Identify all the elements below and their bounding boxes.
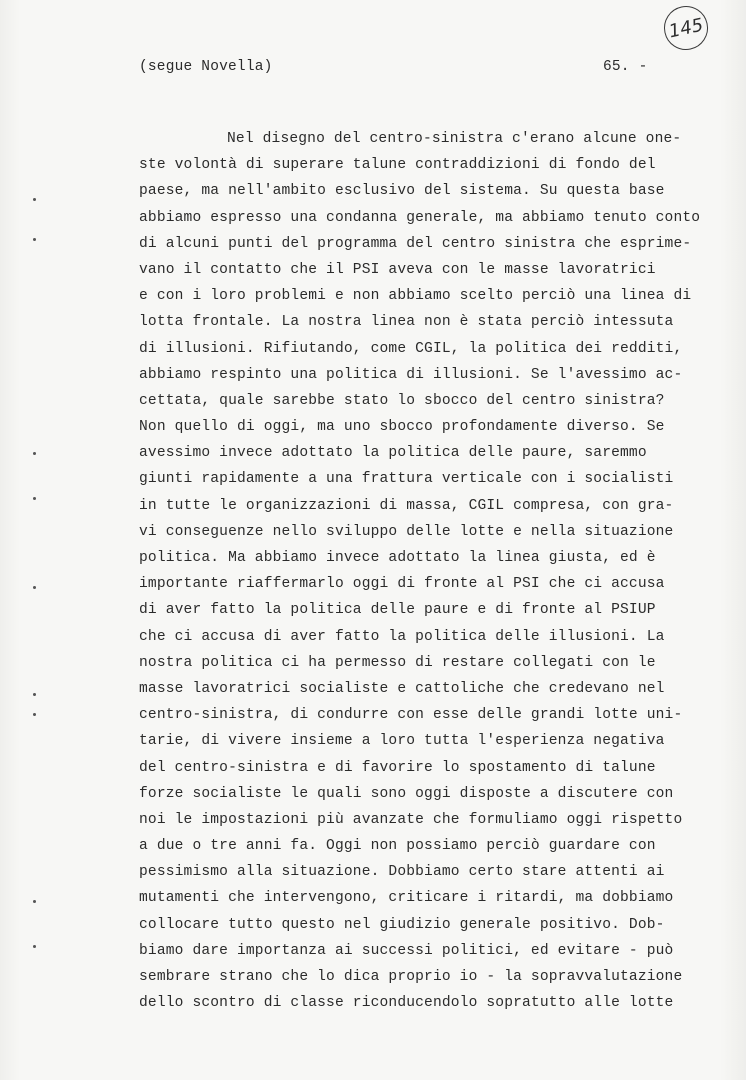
text-line: biamo dare importanza ai successi politici, ed evitare - può [139, 942, 674, 959]
typewritten-body [139, 126, 719, 1016]
text-line: lotta frontale. La nostra linea non è stata perciò intessuta [139, 314, 674, 331]
text-line: abbiamo espresso una condanna generale, ma abbiamo tenuto conto [139, 209, 701, 226]
text-line: a due o tre anni fa. Oggi non possiamo perciò guardare con [139, 838, 656, 855]
text-line: politica. Ma abbiamo invece adottato la linea giusta, ed è [139, 550, 656, 566]
text-line: noi le impostazioni più avanzate che formuliamo oggi rispetto [139, 811, 683, 828]
text-line: cettata, quale sarebbe stato lo sbocco del centro sinistra? [139, 392, 665, 409]
text-line: masse lavoratrici socialiste e cattoliche che credevano nel [139, 680, 665, 697]
text-line: forze socialiste le quali sono oggi disposte a discutere con [139, 785, 674, 802]
text-line: mutamenti che intervengono, criticare i ritardi, ma dobbiamo [139, 890, 674, 907]
text-line: di alcuni punti del programma del centro sinistra che esprime- [139, 235, 692, 252]
text-line: Nel disegno del centro-sinistra c'erano alcune one- [227, 131, 682, 147]
stamp-number: 145 [667, 14, 705, 42]
margin-speck [33, 452, 36, 455]
text-line: ste volontà di superare talune contraddizioni di fondo del [139, 157, 656, 174]
text-line: tarie, di vivere insieme a loro tutta l'esperienza negativa [139, 733, 665, 750]
text-line: di aver fatto la politica delle paure e di fronte al PSIUP [139, 602, 656, 619]
text-line: che ci accusa di aver fatto la politica delle illusioni. La [139, 628, 665, 645]
text-line: vi conseguenze nello sviluppo delle lotte e nella situazione [139, 523, 674, 540]
margin-speck [33, 713, 36, 716]
text-line: Non quello di oggi, ma uno sbocco profondamente diverso. Se [139, 419, 665, 436]
text-line: abbiamo respinto una politica di illusioni. Se l'avessimo ac- [139, 366, 683, 383]
speaker-header: (segue Novella) [139, 59, 273, 75]
text-line: pessimismo alla situazione. Dobbiamo certo stare attenti ai [139, 864, 665, 881]
text-line: e con i loro problemi e non abbiamo scelto perciò una linea di [139, 288, 692, 305]
margin-speck [33, 586, 36, 589]
text-line: giunti rapidamente a una frattura verticale con i socialisti [139, 471, 674, 488]
text-line: del centro-sinistra e di favorire lo spostamento di talune [139, 759, 656, 776]
text-line: centro-sinistra, di condurre con esse delle grandi lotte uni- [139, 707, 683, 724]
text-line: dello scontro di classe riconducendolo sopratutto alle lotte [139, 995, 674, 1012]
margin-speck [33, 945, 36, 948]
text-line: di illusioni. Rifiutando, come CGIL, la politica dei redditi, [139, 340, 683, 357]
text-line: sembrare strano che lo dica proprio io - la sopravvalutazione [139, 969, 683, 985]
text-line: importante riaffermarlo oggi di fronte al PSI che ci accusa [139, 576, 665, 593]
text-line: nostra politica ci ha permesso di restare collegati con le [139, 654, 656, 671]
text-line: paese, ma nell'ambito esclusivo del sistema. Su questa base [139, 183, 665, 200]
text-line: in tutte le organizzazioni di massa, CGIL compresa, con gra- [139, 497, 674, 514]
text-line: collocare tutto questo nel giudizio generale positivo. Dob- [139, 916, 665, 933]
text-line: vano il contatto che il PSI aveva con le masse lavoratrici [139, 261, 656, 278]
margin-speck [33, 497, 36, 500]
text-line: avessimo invece adottato la politica delle paure, saremmo [139, 445, 647, 462]
margin-speck [33, 238, 36, 241]
margin-speck [33, 693, 36, 696]
page-number: 65. - [603, 59, 648, 75]
margin-speck [33, 198, 36, 201]
margin-speck [33, 900, 36, 903]
